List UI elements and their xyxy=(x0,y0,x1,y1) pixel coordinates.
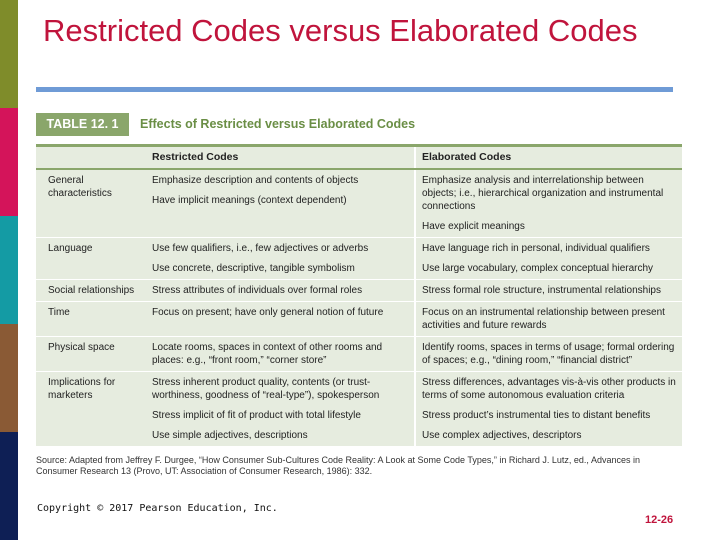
table xyxy=(36,110,682,441)
elaborated-cell xyxy=(416,170,682,237)
restricted-cell xyxy=(146,372,416,446)
header-restricted: Restricted Codes xyxy=(146,147,416,168)
restricted-cell xyxy=(146,302,416,336)
elaborated-line: Use complex adjectives, descriptors xyxy=(422,430,582,441)
restricted-cell xyxy=(146,238,416,279)
table-caption: Effects of Restricted versus Elaborated Codes xyxy=(140,117,416,131)
restricted-line: Emphasize description and contents of objects xyxy=(152,175,359,186)
restricted-line: Stress attributes of individuals over formal roles xyxy=(152,285,363,296)
table-grid xyxy=(36,147,682,447)
page-number: 12-26 xyxy=(645,514,674,526)
restricted-line: Focus on present; have only general notion of future xyxy=(152,307,384,318)
restricted-line: Stress inherent product quality, contents (or trust-worthiness, goodness of “real-type”), spokesperson xyxy=(152,377,380,401)
header-blank xyxy=(36,147,146,168)
elaborated-cell xyxy=(416,238,682,279)
row-label: Time xyxy=(48,307,70,318)
copyright-notice: Copyright © 2017 Pearson Education, Inc. xyxy=(37,503,278,514)
table-badge: TABLE 12. 1 xyxy=(36,113,129,136)
row-label: Implications for marketers xyxy=(48,377,116,401)
restricted-line: Have implicit meanings (context dependent) xyxy=(152,195,347,206)
elaborated-cell xyxy=(416,337,682,371)
elaborated-line: Use large vocabulary, complex conceptual hierarchy xyxy=(422,263,654,274)
side-band-1 xyxy=(0,0,18,108)
side-band-4 xyxy=(0,324,18,432)
restricted-cell xyxy=(146,337,416,371)
restricted-line: Use simple adjectives, descriptions xyxy=(152,430,308,441)
elaborated-line: Stress differences, advantages vis-à-vis other products in terms of some autonomous evaluation criteria xyxy=(422,377,676,401)
restricted-line: Stress implicit of fit of product with total lifestyle xyxy=(152,410,361,421)
table-row xyxy=(36,302,682,337)
restricted-line: Use few qualifiers, i.e., few adjectives or adverbs xyxy=(152,243,369,254)
restricted-line: Locate rooms, spaces in context of other rooms and places: e.g., “front room,” “corner store” xyxy=(152,342,383,366)
slide-title: Restricted Codes versus Elaborated Codes xyxy=(43,13,638,48)
table-header-row xyxy=(36,147,682,170)
elaborated-line: Stress formal role structure, instrumental relationships xyxy=(422,285,661,296)
elaborated-cell xyxy=(416,302,682,336)
table-row xyxy=(36,337,682,372)
elaborated-cell xyxy=(416,372,682,446)
table-source-note: Source: Adapted from Jeffrey F. Durgee, “How Consumer Sub-Cultures Code Reality: A Look at Some Code Types,” in Richard J. Lutz, ed., Advances in Consumer Research 13 (Provo, UT: Association of Consumer Research, 1986): 332. xyxy=(36,455,640,476)
table-row xyxy=(36,280,682,302)
row-label: General characteristics xyxy=(48,175,112,199)
side-band-2 xyxy=(0,108,18,216)
title-rule xyxy=(36,87,673,92)
row-label: Social relationships xyxy=(48,285,135,296)
elaborated-line: Identify rooms, spaces in terms of usage; formal ordering of spaces; e.g., “dining room,” “financial district” xyxy=(422,342,675,366)
side-band-5 xyxy=(0,432,18,540)
side-band-3 xyxy=(0,216,18,324)
table-row xyxy=(36,238,682,280)
restricted-cell xyxy=(146,280,416,301)
row-label: Physical space xyxy=(48,342,115,353)
elaborated-line: Have explicit meanings xyxy=(422,221,525,232)
restricted-line: Use concrete, descriptive, tangible symbolism xyxy=(152,263,355,274)
elaborated-line: Emphasize analysis and interrelationship between objects; i.e., hierarchical organization and instrumental connections xyxy=(422,175,664,212)
elaborated-cell xyxy=(416,280,682,301)
elaborated-line: Have language rich in personal, individual qualifiers xyxy=(422,243,650,254)
table-header-bar xyxy=(36,110,682,138)
restricted-cell xyxy=(146,170,416,237)
table-row xyxy=(36,170,682,238)
header-elaborated: Elaborated Codes xyxy=(422,151,512,163)
elaborated-line: Focus on an instrumental relationship between present activities and future rewards xyxy=(422,307,665,331)
row-label: Language xyxy=(48,243,93,254)
table-row xyxy=(36,372,682,447)
elaborated-line: Stress product’s instrumental ties to distant benefits xyxy=(422,410,651,421)
